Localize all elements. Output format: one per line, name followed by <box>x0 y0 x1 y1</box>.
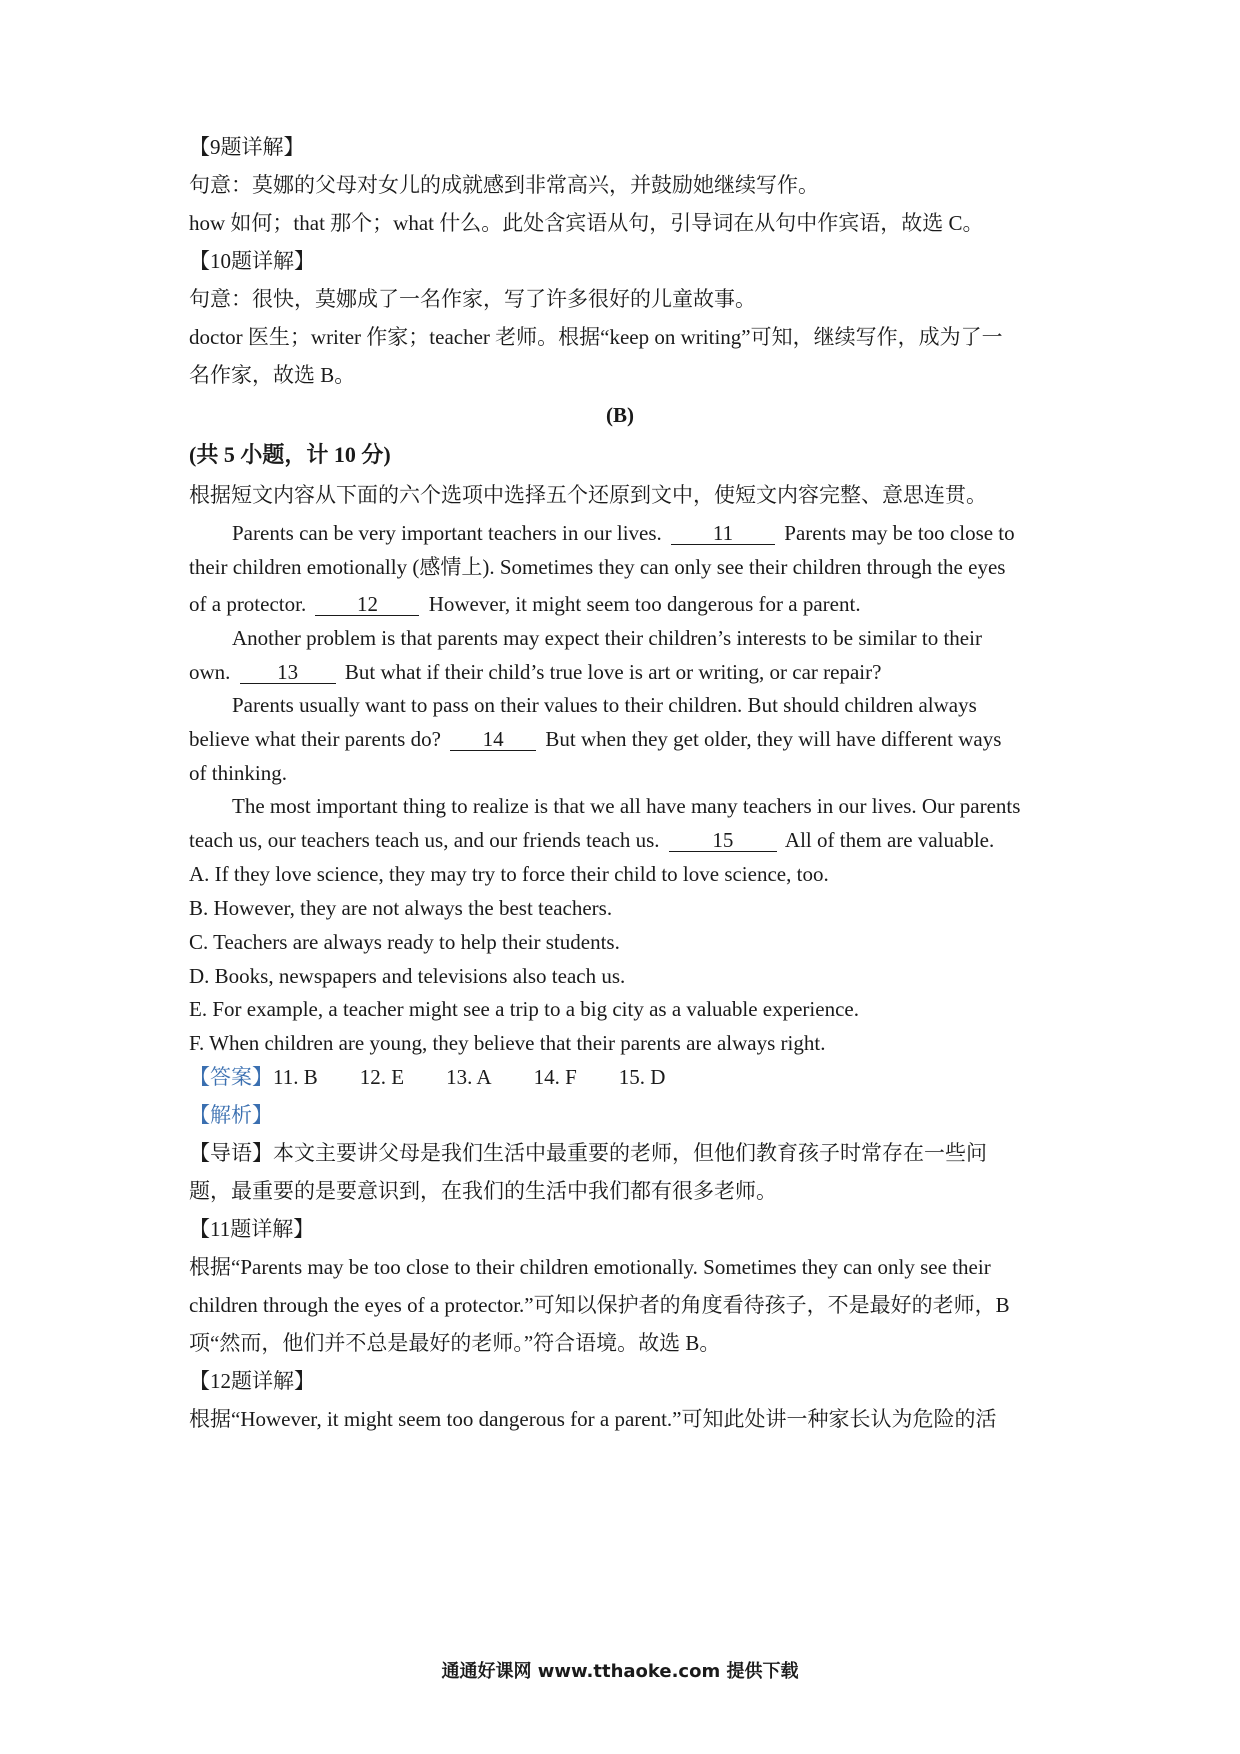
section-instruction: 根据短文内容从下面的六个选项中选择五个还原到文中，使短文内容完整、意思连贯。 <box>189 483 987 507</box>
option-e: E. For example, a teacher might see a trip to a big city as a valuable experience. <box>189 997 859 1021</box>
q11-header: 【11题详解】 <box>189 1217 315 1241</box>
blank-13: 13 <box>240 661 336 684</box>
passage-text: Parents may be too close to <box>784 521 1015 545</box>
q10-explanation-line1: doctor 医生；writer 作家；teacher 老师。根据“keep on writing”可知，继续写作，成为了一 <box>189 325 1003 349</box>
passage-line: their children emotionally (感情上). Sometimes they can only see their children through the eyes <box>189 555 1006 579</box>
blank-12: 12 <box>315 593 419 616</box>
option-a: A. If they love science, they may try to force their child to love science, too. <box>189 862 829 886</box>
q11-line3: 项“然而，他们并不总是最好的老师。”符合语境。故选 B。 <box>189 1331 721 1355</box>
section-title: (共 5 小题，计 10 分) <box>189 442 391 467</box>
passage-text: of a protector. <box>189 592 307 616</box>
answer-line <box>189 1062 1059 1092</box>
passage-text: But what if their child’s true love is art or writing, or car repair? <box>344 660 882 684</box>
q10-header: 【10题详解】 <box>189 249 315 273</box>
q11-line2: children through the eyes of a protector.”可知以保护者的角度看待孩子，不是最好的老师，B <box>189 1293 1010 1317</box>
q10-explanation-line2: 名作家，故选 B。 <box>189 363 356 387</box>
passage-text: teach us, our teachers teach us, and our friends teach us. <box>189 828 660 852</box>
analysis-intro-line1: 【导语】本文主要讲父母是我们生活中最重要的老师，但他们教育孩子时常存在一些问 <box>189 1141 987 1165</box>
answer-label: 【答案】 <box>189 1065 273 1089</box>
blank-14: 14 <box>450 728 536 751</box>
answer-item: 15. D <box>618 1065 666 1089</box>
answer-item: 12. E <box>359 1065 405 1089</box>
answer-item: 13. A <box>446 1065 492 1089</box>
passage-line: The most important thing to realize is that we all have many teachers in our lives. Our parents <box>232 794 1021 818</box>
section-label: (B) <box>606 403 634 427</box>
option-d: D. Books, newspapers and televisions also teach us. <box>189 964 626 988</box>
option-b: B. However, they are not always the best teachers. <box>189 896 613 920</box>
answer-item: 14. F <box>533 1065 577 1089</box>
q10-meaning: 句意：很快，莫娜成了一名作家，写了许多很好的儿童故事。 <box>189 287 756 311</box>
passage-text: believe what their parents do? <box>189 727 441 751</box>
passage-line <box>189 724 1059 754</box>
passage-line: of thinking. <box>189 761 287 785</box>
q12-line1: 根据“However, it might seem too dangerous for a parent.”可知此处讲一种家长认为危险的活 <box>189 1407 997 1431</box>
passage-line: Parents usually want to pass on their values to their children. But should children always <box>232 693 977 717</box>
passage-line <box>189 825 1059 855</box>
q9-header: 【9题详解】 <box>189 135 305 159</box>
page-footer: 通通好课网 www.tthaoke.com 提供下载 <box>441 1661 799 1682</box>
passage-text: own. <box>189 660 231 684</box>
passage-line <box>189 589 1059 619</box>
passage-text: But when they get older, they will have different ways <box>545 727 1002 751</box>
passage-line <box>232 518 1102 548</box>
passage-text: Parents can be very important teachers in our lives. <box>232 521 662 545</box>
answer-item: 11. B <box>273 1065 318 1089</box>
analysis-label: 【解析】 <box>189 1103 273 1127</box>
q9-explanation: how 如何；that 那个；what 什么。此处含宾语从句，引导词在从句中作宾语，故选 C。 <box>189 211 984 235</box>
passage-text: However, it might seem too dangerous for a parent. <box>428 592 861 616</box>
blank-11: 11 <box>671 522 775 545</box>
q12-header: 【12题详解】 <box>189 1369 315 1393</box>
option-c: C. Teachers are always ready to help their students. <box>189 930 620 954</box>
passage-line: Another problem is that parents may expect their children’s interests to be similar to their <box>232 626 982 650</box>
passage-line <box>189 657 1059 687</box>
blank-15: 15 <box>669 829 777 852</box>
analysis-intro-line2: 题，最重要的是要意识到，在我们的生活中我们都有很多老师。 <box>189 1179 777 1203</box>
passage-text: All of them are valuable. <box>784 828 995 852</box>
option-f: F. When children are young, they believe that their parents are always right. <box>189 1031 826 1055</box>
q9-meaning: 句意：莫娜的父母对女儿的成就感到非常高兴，并鼓励她继续写作。 <box>189 173 819 197</box>
q11-line1: 根据“Parents may be too close to their children emotionally. Sometimes they can only see their <box>189 1255 991 1279</box>
